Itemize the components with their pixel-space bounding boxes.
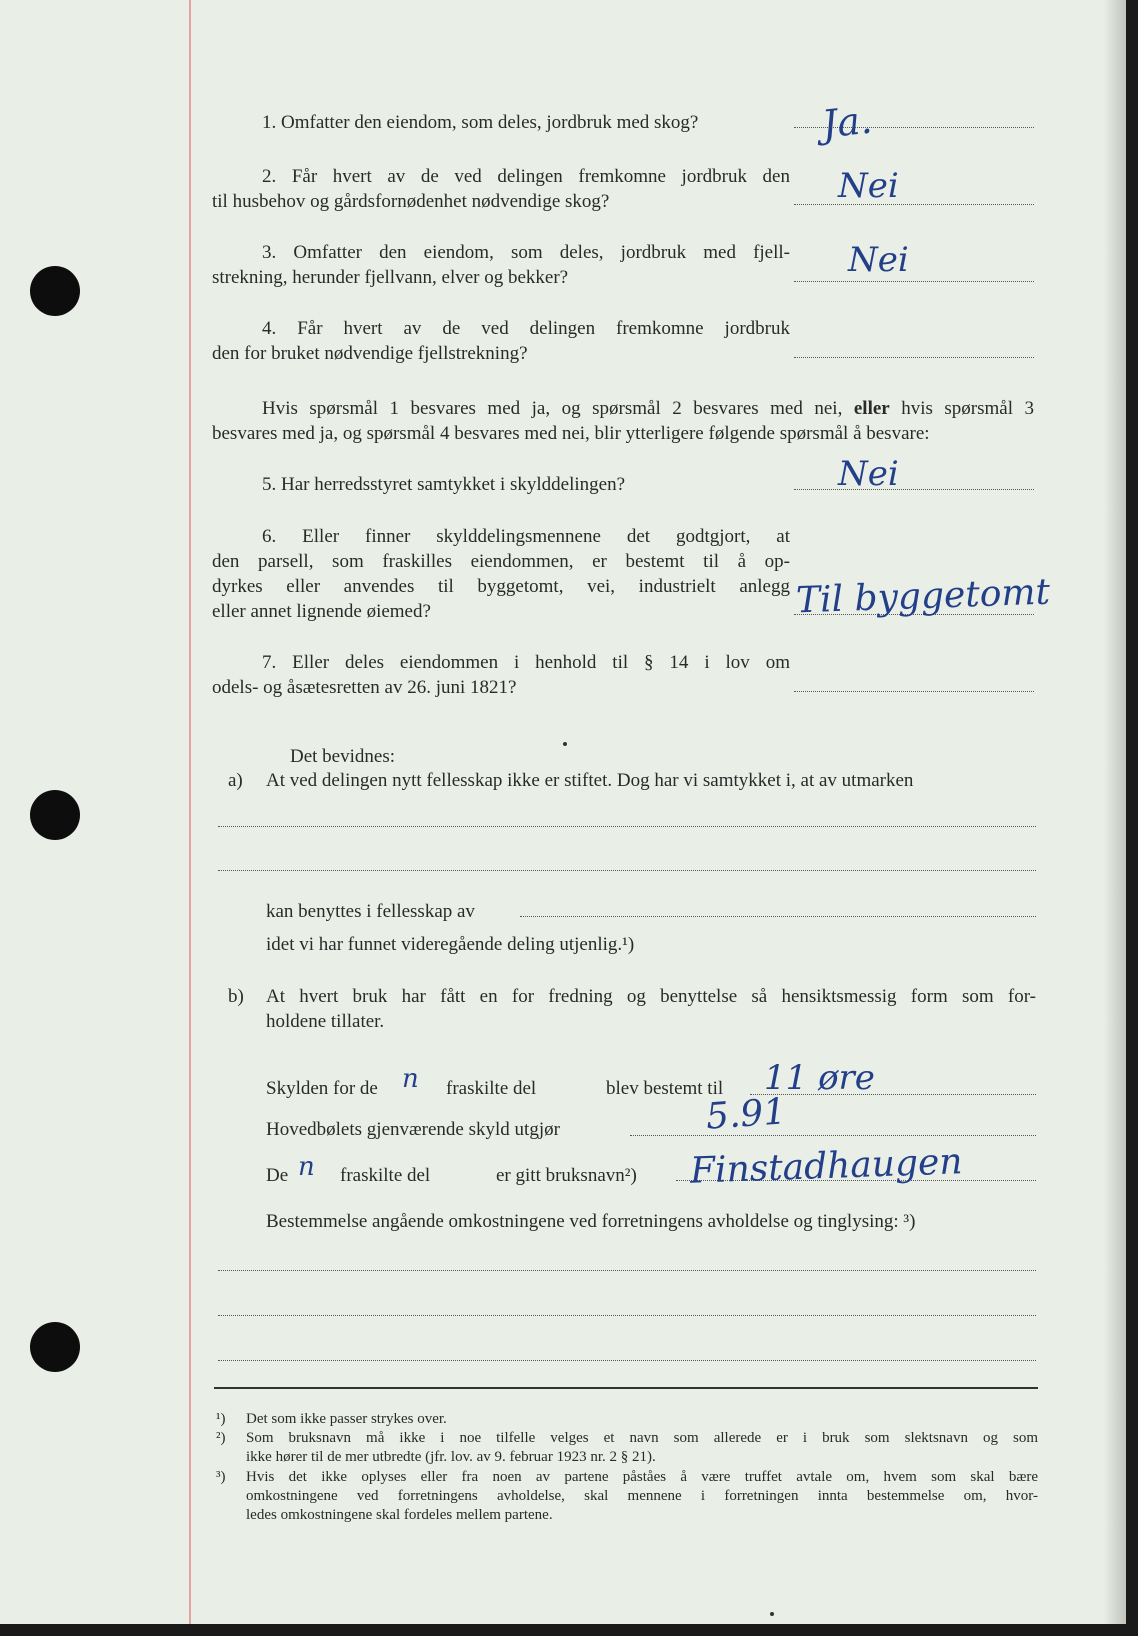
item-a-text: At ved delingen nytt fellesskap ikke er stiftet. Dog har vi samtykket i, at av utmarken (266, 770, 914, 791)
handwritten-answer-3: Nei (848, 240, 909, 280)
handwritten-answer-5: Nei (838, 454, 899, 494)
item-b-line-1: At hvert bruk har fått en for fredning og benyttelse så hensiktsmessig form som for- (266, 986, 1036, 1007)
page-edge-shadow (1104, 0, 1126, 1624)
fill-line (218, 1315, 1036, 1316)
question-1-text: 1. Omfatter den eiendom, som deles, jordbruk med skog? (262, 112, 699, 133)
question-6-line-4: eller annet lignende øiemed? (212, 601, 431, 622)
shared-use-label: kan benyttes i fellesskap av (266, 901, 475, 922)
punch-hole (30, 790, 80, 840)
fill-line (630, 1135, 1036, 1136)
answer-line (794, 691, 1034, 692)
item-b-line-2: holdene tillater. (266, 1011, 385, 1032)
punch-hole (30, 266, 80, 316)
question-3-line-1: 3. Omfatter den eiendom, som deles, jordbruk med fjell- (262, 242, 790, 263)
fill-line (520, 916, 1036, 917)
farm-name-label-suffix: er gitt bruksnavn²) (496, 1165, 637, 1186)
footnote-2-line-1: Som bruksnavn må ikke i noe tilfelle velges et navn som allerede er i bruk som slektsnavn og som (246, 1430, 1038, 1446)
handwritten-answer-6: Til byggetomt (795, 571, 1051, 622)
footnote-1-text: Det som ikke passer strykes over. (246, 1411, 447, 1427)
footnote-3-marker: ³) (216, 1469, 226, 1485)
footnote-2-marker: ²) (216, 1430, 226, 1446)
fill-line (218, 1270, 1036, 1271)
question-2-line-1: 2. Får hvert av de ved delingen fremkomne jordbruk den (262, 166, 790, 187)
answer-line (794, 204, 1034, 205)
handwritten-suffix: n (402, 1064, 419, 1094)
footnote-3-line-2: omkostningene ved forretningens avholdelse, skal mennene i forretningen innta bestemmelse om, hvor- (246, 1488, 1038, 1504)
question-6-line-3: dyrkes eller anvendes til byggetomt, vei, industrielt anlegg (212, 576, 790, 597)
division-note: idet vi har funnet videregående deling utjenlig.¹) (266, 934, 635, 955)
footnote-2-line-2: ikke hører til de mer utbredte (jfr. lov. av 9. februar 1923 nr. 2 § 21). (246, 1449, 656, 1465)
fill-line (218, 870, 1036, 871)
footnote-separator (214, 1387, 1038, 1389)
question-6-line-2: den parsell, som fraskilles eiendommen, er bestemt til å op- (212, 551, 790, 572)
answer-line (794, 489, 1034, 490)
remaining-assessment-label: Hovedbølets gjenværende skyld utgjør (266, 1119, 560, 1140)
conditional-paragraph-line-1: Hvis spørsmål 1 besvares med ja, og spørsmål 2 besvares med nei, eller hvis spørsmål 3 (262, 398, 1035, 419)
question-4-line-2: den for bruket nødvendige fjellstrekning? (212, 343, 528, 364)
footnote-3-line-3: ledes omkostningene skal fordeles mellem partene. (246, 1507, 553, 1523)
handwritten-answer-2: Nei (838, 166, 899, 206)
footnote-3-line-1: Hvis det ikke oplyses eller fra noen av partene påståes å være truffet avtale om, hvem som skal bære (246, 1469, 1038, 1485)
farm-name-label-prefix: De (266, 1165, 289, 1186)
ink-speck (563, 742, 567, 746)
question-7-line-2: odels- og åsætesretten av 26. juni 1821? (212, 677, 517, 698)
answer-line (794, 281, 1034, 282)
question-6-line-1: 6. Eller finner skylddelingsmennene det godtgjort, at (262, 526, 790, 547)
question-7-line-1: 7. Eller deles eiendommen i henhold til § 14 i lov om (262, 652, 790, 673)
question-2-line-2: til husbehov og gårdsfornødenhet nødvendige skog? (212, 191, 610, 212)
question-5-text: 5. Har herredsstyret samtykket i skylddelingen? (262, 474, 626, 495)
margin-rule (189, 0, 191, 1624)
assessment-label-suffix: blev bestemt til (606, 1078, 724, 1099)
handwritten-farm-name: Finstadhaugen (689, 1141, 964, 1192)
handwritten-assessment: 11 øre (764, 1058, 875, 1098)
handwritten-remaining-value: 5.91 (704, 1091, 788, 1138)
ink-speck (770, 1612, 774, 1616)
fill-line (218, 826, 1036, 827)
punch-hole (30, 1322, 80, 1372)
conditional-paragraph-line-2: besvares med ja, og spørsmål 4 besvares med nei, blir ytterligere følgende spørsmål å besvare: (212, 423, 930, 444)
answer-line (794, 357, 1034, 358)
costs-label: Bestemmelse angående omkostningene ved forretningens avholdelse og tinglysing: ³) (266, 1211, 916, 1232)
question-3-line-2: strekning, herunder fjellvann, elver og bekker? (212, 267, 569, 288)
handwritten-answer-1: Ja. (819, 97, 875, 147)
assessment-label-prefix: Skylden for de (266, 1078, 378, 1099)
assessment-label-middle: fraskilte del (446, 1078, 537, 1099)
question-4-line-1: 4. Får hvert av de ved delingen fremkomne jordbruk (262, 318, 790, 339)
attestation-heading: Det bevidnes: (290, 746, 396, 767)
fill-line (218, 1360, 1036, 1361)
handwritten-suffix: n (298, 1152, 315, 1182)
farm-name-label-middle: fraskilte del (340, 1165, 431, 1186)
footnote-1-marker: ¹) (216, 1411, 226, 1427)
item-b-marker: b) (228, 986, 244, 1007)
item-a-marker: a) (228, 770, 243, 791)
